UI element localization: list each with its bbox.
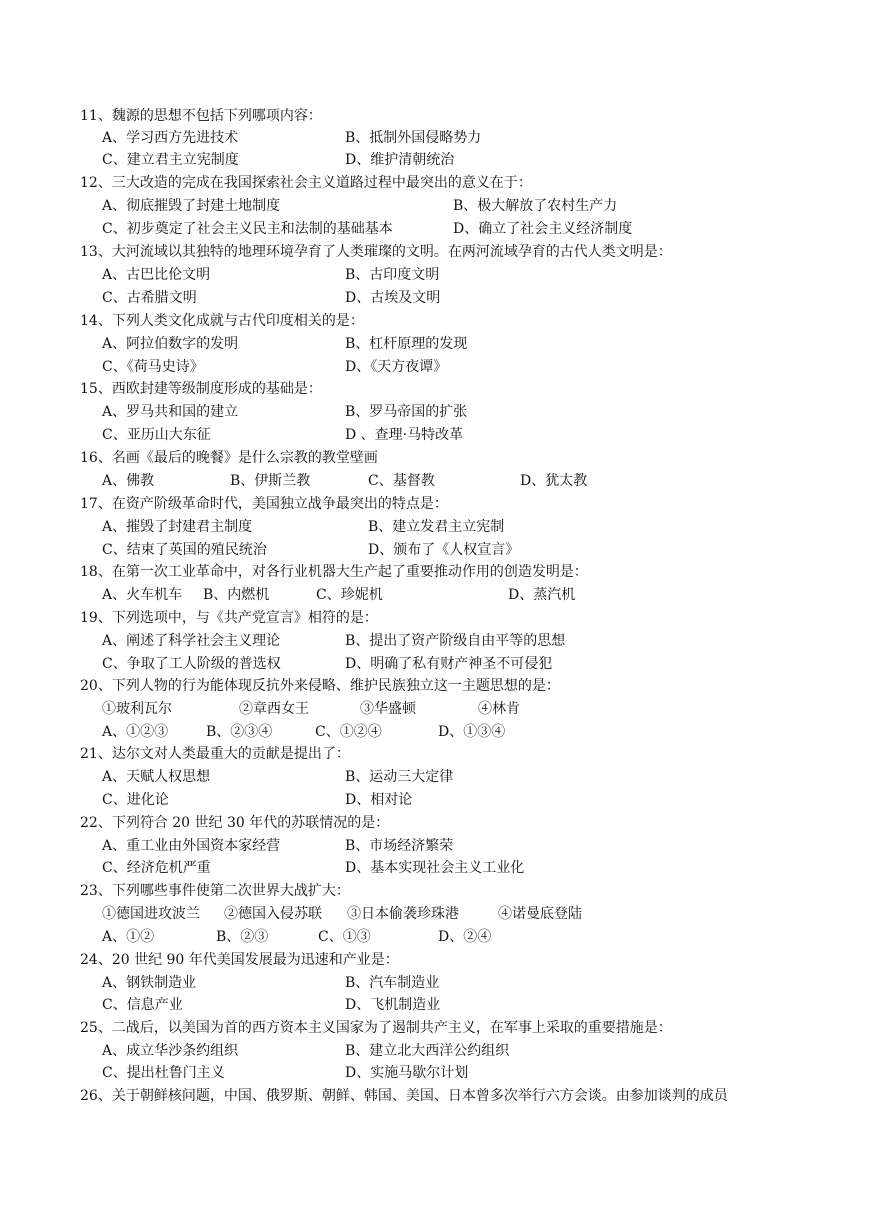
answer-option[interactable]: A、①②③ [102,724,169,740]
answer-option[interactable]: D、维护清朝统治 [345,152,455,168]
answer-option[interactable]: C、①②④ [315,724,382,740]
answer-option[interactable]: A、阿拉伯数字的发明 [102,336,239,352]
question-stem: 20、下列人物的行为能体现反抗外来侵略、维护民族独立这一主题思想的是： [80,678,560,694]
answer-option[interactable]: D、《天方夜谭》 [345,359,448,375]
answer-option[interactable]: B、建立北大西洋公约组织 [345,1043,510,1059]
answer-option[interactable]: A、罗马共和国的建立 [102,404,239,420]
answer-option[interactable]: B、汽车制造业 [345,975,440,991]
answer-option[interactable]: A、重工业由外国资本家经营 [102,838,281,854]
answer-option[interactable]: A、成立华沙条约组织 [102,1043,239,1059]
answer-option[interactable]: C、古希腊文明 [102,290,197,306]
answer-option[interactable]: A、①② [102,929,155,945]
answer-option[interactable]: A、摧毁了封建君主制度 [102,519,253,535]
question-stem: 13、大河流域以其独特的地理环境孕育了人类璀璨的文明。在两河流域孕育的古代人类文明是： [80,244,672,260]
answer-option[interactable]: D、基本实现社会主义工业化 [345,860,525,876]
answer-option[interactable]: C、亚历山大东征 [102,427,211,443]
answer-option[interactable]: D、实施马歇尔计划 [345,1065,469,1081]
answer-option[interactable]: C、珍妮机 [316,587,383,603]
answer-option[interactable]: D、飞机制造业 [345,997,441,1013]
option-item: ③华盛顿 [360,701,416,717]
option-item: ④诺曼底登陆 [498,906,582,922]
answer-option[interactable]: D、古埃及文明 [345,290,441,306]
answer-option[interactable]: C、初步奠定了社会主义民主和法制的基础基本 [102,221,393,237]
question-stem: 25、二战后，以美国为首的西方资本主义国家为了遏制共产主义，在军事上采取的重要措施是： [80,1020,672,1036]
option-item: ④林肯 [478,701,520,717]
answer-option[interactable]: B、杠杆原理的发现 [345,336,468,352]
question-stem: 16、名画《最后的晚餐》是什么宗教的教堂壁画 [80,450,378,466]
answer-option[interactable]: B、古印度文明 [345,267,440,283]
answer-option[interactable]: B、市场经济繁荣 [345,838,454,854]
answer-option[interactable]: B、内燃机 [203,587,270,603]
question-stem: 23、下列哪些事件使第二次世界大战扩大： [80,883,350,899]
question-stem: 18、在第一次工业革命中，对各行业机器大生产起了重要推动作用的创造发明是： [80,564,588,580]
answer-option[interactable]: C、经济危机严重 [102,860,211,876]
answer-option[interactable]: A、彻底摧毁了封建土地制度 [102,198,281,214]
answer-option[interactable]: B、建立发君主立宪制 [368,519,505,535]
answer-option[interactable]: D 、查理·马特改革 [345,427,464,443]
option-item: ③日本偷袭珍珠港 [347,906,459,922]
question-stem: 11、魏源的思想不包括下列哪项内容： [80,108,322,124]
option-item: ①德国进攻波兰 [102,906,200,922]
question-stem: 12、三大改造的完成在我国探索社会主义道路过程中最突出的意义在于： [80,175,532,191]
answer-option[interactable]: A、古巴比伦文明 [102,267,211,283]
answer-option[interactable]: B、运动三大定律 [345,769,454,785]
question-stem: 15、西欧封建等级制度形成的基础是： [80,381,322,397]
question-stem: 22、下列符合 20 世纪 30 年代的苏联情况的是： [80,815,390,831]
answer-option[interactable]: A、佛教 [102,473,155,489]
question-stem: 19、下列选项中，与《共产党宣言》相符的是： [80,610,378,626]
answer-option[interactable]: C、提出杜鲁门主义 [102,1065,225,1081]
answer-option[interactable]: C、争取了工人阶级的普选权 [102,656,281,672]
answer-option[interactable]: C、建立君主立宪制度 [102,152,239,168]
answer-option[interactable]: C、进化论 [102,792,169,808]
answer-option[interactable]: B、②③ [216,929,269,945]
answer-option[interactable]: B、极大解放了农村生产力 [453,198,618,214]
question-stem: 26、关于朝鲜核问题，中国、俄罗斯、朝鲜、韩国、美国、日本曾多次举行六方会谈。由参加谈判的成员 [80,1088,728,1104]
answer-option[interactable]: A、钢铁制造业 [102,975,197,991]
answer-option[interactable]: B、提出了资产阶级自由平等的思想 [345,633,566,649]
question-stem: 21、达尔文对人类最重大的贡献是提出了： [80,746,350,762]
answer-option[interactable]: D、确立了社会主义经济制度 [453,221,633,237]
answer-option[interactable]: D、相对论 [345,792,413,808]
answer-option[interactable]: B、抵制外国侵略势力 [345,130,482,146]
answer-option[interactable]: A、学习西方先进技术 [102,130,239,146]
answer-option[interactable]: D、①③④ [438,724,506,740]
question-stem: 14、下列人类文化成就与古代印度相关的是： [80,313,364,329]
answer-option[interactable]: C、结束了英国的殖民统治 [102,542,267,558]
answer-option[interactable]: B、罗马帝国的扩张 [345,404,468,420]
answer-option[interactable]: C、信息产业 [102,997,183,1013]
answer-option[interactable]: D、明确了私有财产神圣不可侵犯 [345,656,553,672]
option-item: ②德国入侵苏联 [224,906,322,922]
answer-option[interactable]: D、蒸汽机 [508,587,576,603]
answer-option[interactable]: C、①③ [318,929,371,945]
answer-option[interactable]: D、颁布了《人权宣言》 [368,542,520,558]
question-stem: 24、20 世纪 90 年代美国发展最为迅速和产业是： [80,952,399,968]
option-item: ①玻利瓦尔 [102,701,172,717]
answer-option[interactable]: A、天赋人权思想 [102,769,211,785]
answer-option[interactable]: B、伊斯兰教 [230,473,311,489]
question-stem: 17、在资产阶级革命时代，美国独立战争最突出的特点是： [80,496,448,512]
answer-option[interactable]: B、②③④ [206,724,273,740]
answer-option[interactable]: D、②④ [438,929,492,945]
answer-option[interactable]: C、《荷马史诗》 [102,359,204,375]
answer-option[interactable]: A、阐述了科学社会主义理论 [102,633,281,649]
answer-option[interactable]: D、犹太教 [520,473,588,489]
option-item: ②章西女王 [239,701,309,717]
answer-option[interactable]: C、基督教 [368,473,435,489]
answer-option[interactable]: A、火车机车 [102,587,183,603]
